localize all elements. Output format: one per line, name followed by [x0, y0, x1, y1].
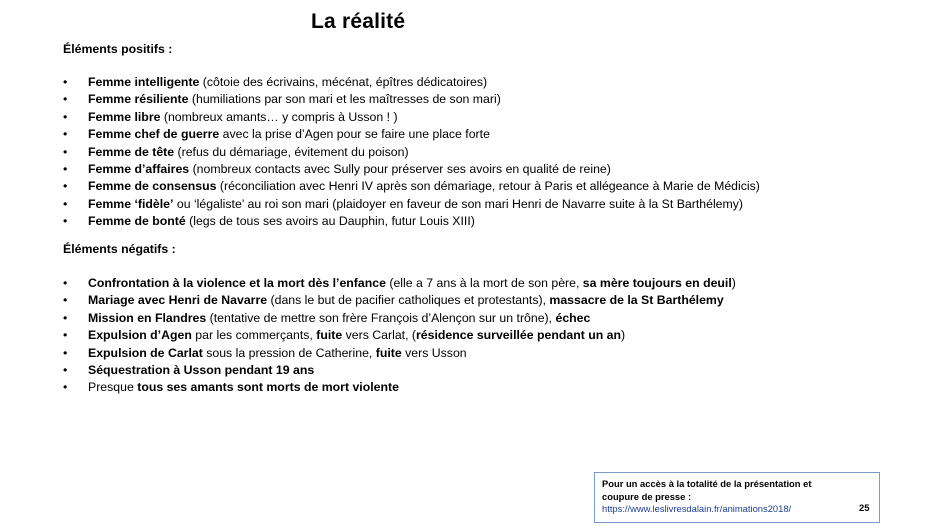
bullet-icon: • [63, 179, 68, 194]
item-text: (refus du démariage, évitement du poison) [174, 144, 409, 159]
item-bold-text: sa mère toujours en deuil [582, 276, 732, 290]
item-bold-text: Séquestration à Usson pendant 19 ans [88, 363, 315, 378]
item-bold-text: fuite [375, 345, 402, 360]
info-box-text: Pour un accès à la totalité de la présentation et coupure de presse : [602, 478, 812, 502]
item-bold-text: résidence surveillée pendant un an [416, 328, 622, 343]
bullet-icon: • [63, 144, 68, 159]
bullet-icon: • [63, 127, 68, 142]
item-bold-text: Femme résiliente [88, 92, 189, 107]
item-text: Presque [88, 380, 138, 395]
bullet-icon: • [63, 109, 68, 124]
item-bold-text: Femme libre [88, 109, 161, 124]
item-text: (réconciliation avec Henri IV après son démariage, retour à Paris et allégeance à Marie de Médicis) [216, 179, 760, 194]
item-text: vers Carlat, ( [342, 328, 416, 343]
list-item [63, 144, 760, 161]
list-item [63, 126, 760, 143]
bullet-icon: • [63, 293, 68, 308]
item-bold-text: Femme ‘fidèle’ [88, 196, 174, 211]
bullet-icon: • [63, 380, 68, 395]
list-item [63, 327, 736, 344]
bullet-icon: • [63, 196, 68, 211]
slide-title: La réalité [311, 10, 406, 33]
item-text: (nombreux amants… y compris à Usson ! ) [160, 109, 398, 124]
item-bold-text: Femme intelligente [88, 75, 200, 89]
item-bold-text: massacre de la St Barthélemy [549, 293, 724, 308]
list-item [63, 345, 736, 362]
info-box [594, 472, 880, 523]
item-text: ) [731, 276, 736, 290]
list-item [63, 91, 760, 108]
positive-list [63, 74, 760, 231]
bullet-icon: • [63, 363, 68, 378]
presentation-link[interactable]: https://www.leslivresdalain.fr/animations2018/ [602, 503, 792, 514]
item-bold-text: Mission en Flandres [88, 310, 207, 325]
list-item [63, 161, 760, 178]
item-text: vers Usson [401, 345, 467, 360]
item-text: (tentative de mettre son frère François d’Alençon sur un trône), [206, 310, 556, 325]
bullet-icon: • [63, 162, 68, 177]
list-item [63, 275, 736, 292]
list-item [63, 74, 760, 91]
item-bold-text: Confrontation à la violence et la mort dès l’enfance [88, 276, 386, 290]
list-item [63, 362, 736, 379]
item-bold-text: tous ses amants sont morts de mort violente [137, 380, 399, 395]
item-text: (legs de tous ses avoirs au Dauphin, futur Louis XIII) [185, 214, 475, 229]
item-text: (dans le but de pacifier catholiques et protestants), [267, 293, 550, 308]
bullet-icon: • [63, 345, 68, 360]
item-bold-text: Femme de bonté [88, 214, 186, 229]
item-text: (humiliations par son mari et les maîtresses de son mari) [188, 92, 501, 107]
item-bold-text: échec [555, 310, 591, 325]
negative-list [63, 275, 736, 397]
item-bold-text: Femme de tête [88, 144, 175, 159]
bullet-icon: • [63, 276, 68, 290]
list-item [63, 379, 736, 396]
item-text: ou ‘légaliste’ au roi son mari (plaidoyer en faveur de son mari Henri de Navarre suite à la St Barthélemy) [173, 196, 744, 211]
negative-heading: Éléments négatifs : [63, 242, 176, 256]
item-text: avec la prise d’Agen pour se faire une place forte [219, 127, 490, 142]
list-item [63, 178, 760, 195]
item-text: ) [621, 328, 626, 343]
item-bold-text: Mariage avec Henri de Navarre [88, 293, 268, 308]
list-item [63, 292, 736, 309]
item-bold-text: Femme d’affaires [88, 162, 190, 177]
list-item [63, 196, 760, 213]
item-bold-text: Expulsion d’Agen [88, 328, 192, 343]
item-bold-text: fuite [316, 328, 343, 343]
item-text: par les commerçants, [191, 328, 317, 343]
item-bold-text: Femme chef de guerre [88, 127, 220, 142]
list-item [63, 310, 736, 327]
item-text: sous la pression de Catherine, [202, 345, 376, 360]
bullet-icon: • [63, 75, 68, 89]
item-bold-text: Femme de consensus [88, 179, 217, 194]
list-item [63, 213, 760, 230]
bullet-icon: • [63, 328, 68, 343]
page-number: 25 [859, 502, 870, 513]
bullet-icon: • [63, 92, 68, 107]
item-text: (côtoie des écrivains, mécénat, épîtres dédicatoires) [199, 75, 488, 89]
list-item [63, 109, 760, 126]
positive-heading: Éléments positifs : [63, 42, 173, 56]
bullet-icon: • [63, 214, 68, 229]
bullet-icon: • [63, 310, 68, 325]
item-text: (nombreux contacts avec Sully pour préserver ses avoirs en qualité de reine) [189, 162, 611, 177]
item-bold-text: Expulsion de Carlat [88, 345, 203, 360]
item-text: (elle a 7 ans à la mort de son père, [385, 276, 583, 290]
